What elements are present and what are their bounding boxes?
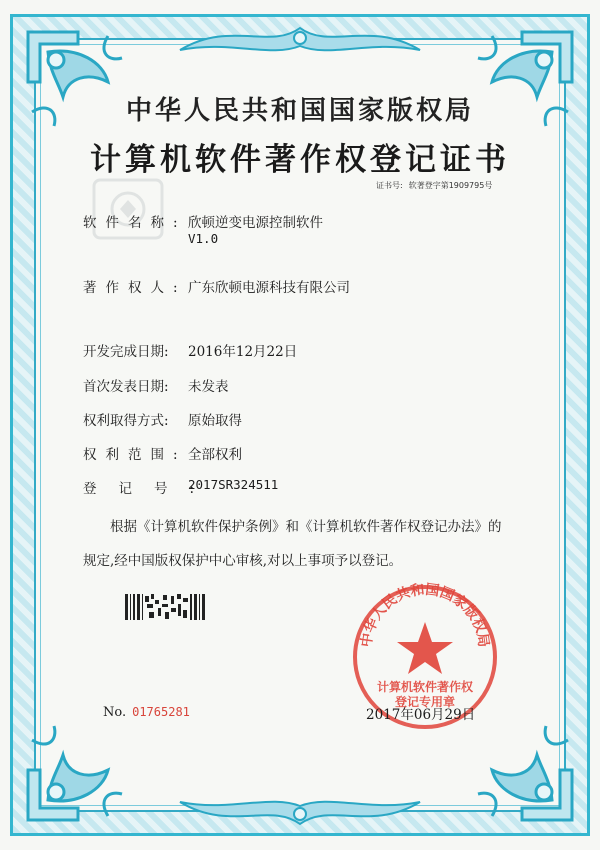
acquisition-method-value: 原始取得 bbox=[188, 413, 242, 429]
field-label: 开发完成日期: bbox=[83, 344, 169, 360]
field-label: 权利范围: bbox=[83, 447, 187, 463]
seal-line-2: 登记专用章 bbox=[394, 695, 456, 709]
software-version-value: V1.0 bbox=[188, 231, 219, 246]
field-label: 登记号: bbox=[83, 481, 217, 497]
issue-date: 2017年06月29日 bbox=[366, 707, 476, 723]
top-ornament-icon bbox=[170, 20, 430, 60]
field-registration-no bbox=[83, 477, 278, 497]
field-scope bbox=[83, 443, 242, 463]
field-label: 软件名称: bbox=[83, 215, 187, 231]
serial-number-label: No. bbox=[103, 705, 127, 720]
scope-value: 全部权利 bbox=[188, 447, 242, 463]
field-label: 首次发表日期: bbox=[83, 379, 169, 395]
completion-date-value: 2016年12月22日 bbox=[188, 344, 298, 360]
legal-basis-statement bbox=[83, 510, 533, 578]
field-acquisition-method bbox=[83, 409, 242, 429]
issuing-authority: 中华人民共和国国家版权局 bbox=[125, 96, 474, 126]
field-first-publish-date bbox=[83, 375, 229, 395]
bottom-ornament-icon bbox=[170, 792, 430, 832]
registration-no-value: 2017SR324511 bbox=[188, 477, 279, 492]
field-software-name bbox=[83, 211, 323, 247]
seal-line-1: 计算机软件著作权 bbox=[376, 680, 474, 694]
barcode-icon bbox=[125, 592, 207, 622]
corner-ornament-icon bbox=[18, 712, 136, 830]
software-name-value: 欣顿逆变电源控制软件 bbox=[188, 215, 323, 231]
seal-star-icon bbox=[397, 622, 453, 674]
legal-basis-line: 规定,经中国版权保护中心审核,对以上事项予以登记。 bbox=[83, 553, 403, 569]
legal-basis-line: 根据《计算机软件保护条例》和《计算机软件著作权登记办法》的 bbox=[110, 519, 502, 535]
seal-ring-text: 中华人民共和国国家版权局 bbox=[358, 582, 492, 649]
field-label: 权利取得方式: bbox=[83, 413, 169, 429]
copyright-holder-value: 广东欣顿电源科技有限公司 bbox=[188, 280, 350, 296]
serial-number bbox=[103, 705, 190, 720]
certificate-title: 计算机软件著作权登记证书 bbox=[90, 142, 510, 178]
field-copyright-holder bbox=[83, 276, 350, 296]
serial-number-value: 01765281 bbox=[132, 705, 190, 719]
first-publish-date-value: 未发表 bbox=[188, 379, 229, 395]
field-completion-date bbox=[83, 340, 297, 360]
certificate-number-value: 软著登字第1909795号 bbox=[408, 181, 493, 190]
field-label: 著作权人: bbox=[83, 280, 187, 296]
certificate-number-label: 证书号: bbox=[376, 181, 403, 190]
field-value bbox=[188, 211, 323, 247]
certificate-number bbox=[376, 180, 536, 191]
